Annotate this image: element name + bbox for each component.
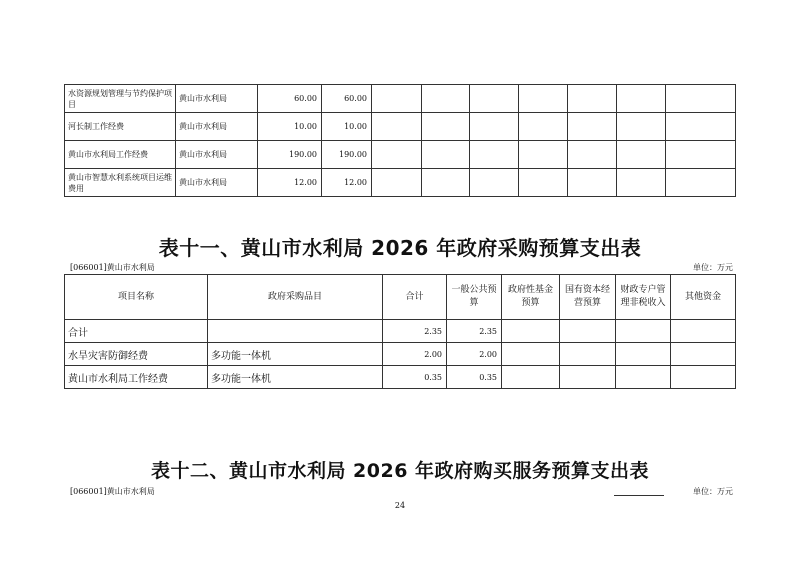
table12-unit-label: 单位：万元 xyxy=(693,487,733,496)
header-gov-fund: 政府性基金预算 xyxy=(502,275,560,320)
page-number: 24 xyxy=(394,501,406,510)
table-row xyxy=(65,366,736,389)
total-cell: 60.00 xyxy=(258,85,322,113)
general-budget-cell: 12.00 xyxy=(322,169,372,197)
header-project-name: 项目名称 xyxy=(65,275,208,320)
table11-dept-label: [066001]黄山市水利局 xyxy=(70,263,155,272)
header-state-capital: 国有资本经营预算 xyxy=(560,275,616,320)
table12-title: 表十二、黄山市水利局 2026 年政府购买服务预算支出表 xyxy=(150,460,650,482)
general-budget-cell: 0.35 xyxy=(447,366,502,389)
general-budget-cell: 2.00 xyxy=(447,343,502,366)
table-row xyxy=(65,141,736,169)
project-name-cell: 河长制工作经费 xyxy=(65,113,176,141)
total-cell: 12.00 xyxy=(258,169,322,197)
general-budget-cell: 10.00 xyxy=(322,113,372,141)
dept-cell: 黄山市水利局 xyxy=(176,141,258,169)
divider xyxy=(614,495,664,496)
table-header-row xyxy=(65,275,736,320)
project-name-cell: 合计 xyxy=(65,320,208,343)
table11-unit-label: 单位：万元 xyxy=(693,263,733,272)
top-budget-table xyxy=(64,84,736,197)
total-cell: 10.00 xyxy=(258,113,322,141)
table11-title: 表十一、黄山市水利局 2026 年政府采购预算支出表 xyxy=(158,236,642,260)
table-row xyxy=(65,343,736,366)
header-general-budget: 一般公共预算 xyxy=(447,275,502,320)
header-other-funds: 其他资金 xyxy=(671,275,736,320)
total-cell: 0.35 xyxy=(383,366,447,389)
dept-cell: 黄山市水利局 xyxy=(176,85,258,113)
project-name-cell: 黄山市水利局工作经费 xyxy=(65,141,176,169)
header-total: 合计 xyxy=(383,275,447,320)
procurement-item-cell xyxy=(208,320,383,343)
project-name-cell: 水旱灾害防御经费 xyxy=(65,343,208,366)
procurement-item-cell: 多功能一体机 xyxy=(208,343,383,366)
table-row xyxy=(65,169,736,197)
dept-cell: 黄山市水利局 xyxy=(176,169,258,197)
total-cell: 2.00 xyxy=(383,343,447,366)
procurement-item-cell: 多功能一体机 xyxy=(208,366,383,389)
table12-dept-label: [066001]黄山市水利局 xyxy=(70,487,155,496)
project-name-cell: 黄山市智慧水利系统项目运维费用 xyxy=(65,169,176,197)
header-procurement-item: 政府采购品目 xyxy=(208,275,383,320)
project-name-cell: 水资源规划管理与节约保护项目 xyxy=(65,85,176,113)
header-special-account: 财政专户管理非税收入 xyxy=(616,275,671,320)
total-cell: 190.00 xyxy=(258,141,322,169)
project-name-cell: 黄山市水利局工作经费 xyxy=(65,366,208,389)
table-row xyxy=(65,113,736,141)
table-row xyxy=(65,85,736,113)
table-row xyxy=(65,320,736,343)
general-budget-cell: 2.35 xyxy=(447,320,502,343)
general-budget-cell: 60.00 xyxy=(322,85,372,113)
total-cell: 2.35 xyxy=(383,320,447,343)
procurement-budget-table xyxy=(64,274,736,389)
general-budget-cell: 190.00 xyxy=(322,141,372,169)
dept-cell: 黄山市水利局 xyxy=(176,113,258,141)
